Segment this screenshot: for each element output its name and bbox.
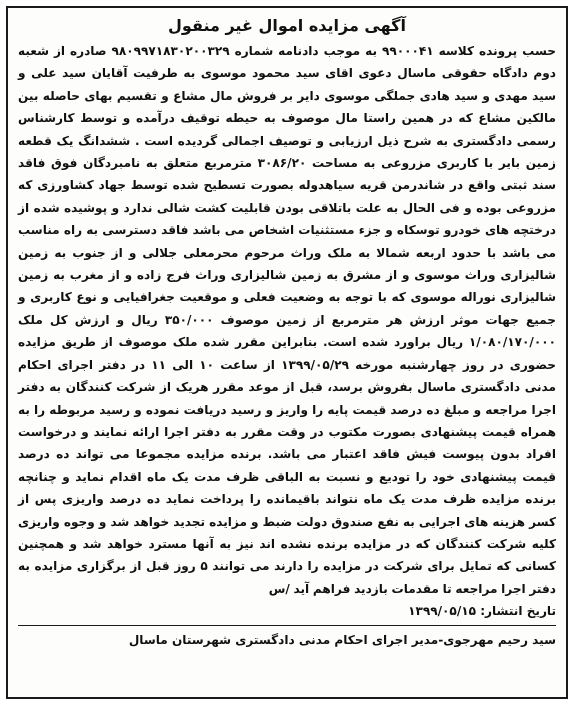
auction-notice xyxy=(6,6,568,699)
notice-title: آگهی مزایده اموال غیر منقول xyxy=(168,16,406,35)
signature-divider xyxy=(18,625,556,626)
notice-signature: سید رحیم مهرجوی-مدیر اجرای احکام مدنی دادگستری شهرستان ماسال xyxy=(128,633,556,648)
notice-body: حسب پرونده کلاسه ۹۹۰۰۰۴۱ به موجب دادنامه شماره ۹۸۰۹۹۷۱۸۳۰۲۰۰۳۲۹ صادره از شعبه دوم دادگاه حقوقی ماسال دعوی اقای سید محمود موسوی به طرفیت آقایان سید علی و سید مهدی و سید هادی جملگی موسوی دایر بر فروش مال مشاع و تقسیم بهای حاصله بین مالکین مشاع که در همین راستا مال موصوف به حیطه توقیف درآمده و توسط کارشناس رسمی دادگستری به شرح ذیل ارزیابی و توصیف اجمالی گردیده است . ششدانگ یک قطعه زمین بایر با کاربری مزروعی به مساحت ۳۰۸۶/۲۰ مترمربع متعلق به نامبردگان فوق فاقد سند ثبتی واقع در شاندرمن قریه سیاهدوله بصورت تسطیح شده توسط جهاد کشاورزی که مزروعی بوده و فی الحال به علت باتلاقی بودن قابلیت کشت شالی ندارد و پوشیده شده از درختچه های خودرو توسکاه و جزء مستثنیات اشخاص می باشد فاقد دسترسی به راه مناسب می باشد با حدود اربعه شمالا به ملک وراث مرحوم محرمعلی جلالی و از جنوب به زمین شالیزاری وراث موسوی و از مشرق به زمین شالیزاری وراث فرج زاده و از مغرب به زمین شالیزاری نوراله موسوی که با توجه به وضعیت فعلی و موقعیت جغرافیایی و نوع کاربری و جمیع جهات موثر ارزش هر مترمربع از زمین موصوف ۳۵۰/۰۰۰ ریال و ارزش کل ملک ۱/۰۸۰/۱۷۰/۰۰۰ ریال براورد شده است. بنابراین مقرر شده ملک موصوف از طریق مزایده حضوری در روز چهارشنبه مورخه ۱۳۹۹/۰۵/۲۹ از ساعت ۱۰ الی ۱۱ در دفتر اجرای احکام مدنی دادگستری ماسال بفروش برسد، قبل از موعد مقرر هریک از شرکت کنندگان به دفتر اجرا مراجعه و مبلغ ده درصد قیمت پایه را واریز و رسید دریافت نموده و رسید مربوطه را به همراه قیمت پیشنهادی بصورت مکتوب در وقت مقرر به دفتر اجرا ارائه نمایند و درخواست افراد بدون پیوست فیش فاقد اعتبار می باشد. برنده مزایده مجموعا می تواند ده درصد قیمت پیشنهادی خود را تودیع و نسبت به الباقی ظرف مدت یک ماه اقدام نماید و چنانچه برنده مزایده ظرف مدت یک ماه نتواند باقیمانده را پرداخت نماید ده درصد واریزی پس از کسر هزینه های اجرایی به نفع صندوق دولت ضبط و مزایده تجدید خواهد شد و وجوه واریزی کلیه شرکت کنندگان که در مزایده برنده نشده اند نیز به آنها مسترد خواهد شد و همچنین کسانی که تمایل برای شرکت در مزایده را دارند می توانند ۵ روز قبل از برگزاری مزایده به دفتر اجرا مراجعه تا مقدمات بازدید فراهم آید /س xyxy=(18,44,557,596)
publication-date: تاریخ انتشار: ۱۳۹۹/۰۵/۱۵ xyxy=(408,604,556,619)
